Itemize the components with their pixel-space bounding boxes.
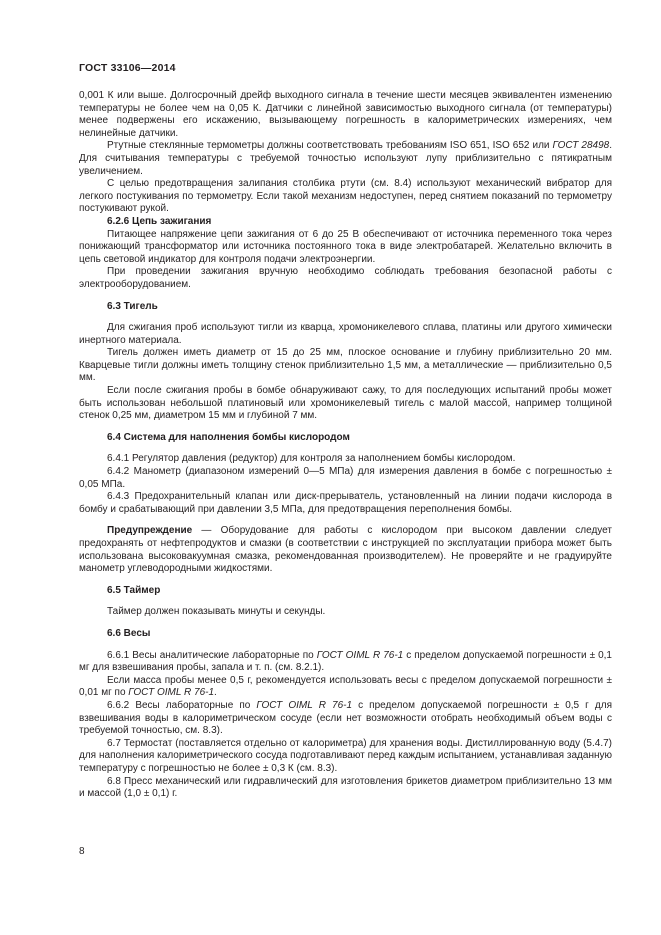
text: с пределом допускаемой погрешности ± 0,5 г для взвешивания воды в калориметрическом сосуде (если нет возможности отобрать необходимый объем воды с требуемой точностью, см. 8.3). xyxy=(79,699,612,737)
text: Ртутные стеклянные термометры должны соответствовать требованиям ISO 651, ISO 652 или xyxy=(107,140,553,152)
text: с пределом допускаемой погрешности ± 0,1 мг для взвешивания пробы, запала и т. п. (см. 8.2.1). xyxy=(79,649,612,674)
paragraph: 6.7 Термостат (поставляется отдельно от калориметра) для хранения воды. Дистиллированную воду (5.4.7) для наполнения калориметрического сосуда подготавливают перед каждым испытанием, устанавливая заданную температуру с погрешностью не более ± 0,3 К (см. 8.3). xyxy=(79,737,612,774)
section-heading-6-6: 6.6 Весы xyxy=(107,627,151,639)
standard-reference: ГОСТ OIML R 76-1 xyxy=(256,699,353,711)
paragraph: Питающее напряжение цепи зажигания от 6 до 25 В обеспечивают от источника переменного тока через понижающий трансформатор или источника постоянного тока в виде электробатарей. Желательно включить в цепь световой индикатор для контроля подачи электроэнергии. xyxy=(79,228,612,265)
warning-paragraph xyxy=(79,525,612,575)
paragraph: 0,001 К или выше. Долгосрочный дрейф выходного сигнала в течение шести месяцев эквивалентен изменению температуры не более чем на 0,05 К. Датчики с линейной зависимостью выходного сигнала (от температуры) менее подвержены его искажению, вызывающему погрешность в калориметрических измерениях, чем нелинейные датчики. xyxy=(79,90,612,139)
text: 6.6.1 Весы аналитические лабораторные по xyxy=(107,649,317,661)
standard-reference: ГОСТ OIML R 76-1 xyxy=(128,687,215,699)
text: . xyxy=(214,687,217,699)
paragraph: 6.4.1 Регулятор давления (редуктор) для контроля за наполнением бомбы кислородом. xyxy=(107,453,516,465)
text: . Для считывания температуры с требуемой точностью используют лупу приблизительно с пятикратным увеличением. xyxy=(79,140,612,177)
paragraph: 6.4.2 Манометр (диапазоном измерений 0—5 МПа) для измерения давления в бомбе с погрешностью ± 0,05 МПа. xyxy=(79,466,612,490)
paragraph xyxy=(79,140,612,178)
section-heading-6-2-6: 6.2.6 Цепь зажигания xyxy=(107,215,212,227)
paragraph: Таймер должен показывать минуты и секунды. xyxy=(107,606,326,618)
standard-reference: ГОСТ 28498 xyxy=(552,140,610,152)
document-header: ГОСТ 33106—2014 xyxy=(79,62,176,74)
section-heading-6-4: 6.4 Система для наполнения бомбы кислородом xyxy=(107,431,350,443)
standard-reference: ГОСТ OIML R 76-1 xyxy=(316,649,404,661)
paragraph xyxy=(79,650,612,675)
paragraph: 6.8 Пресс механический или гидравлический для изготовления брикетов диаметром приблизительно 13 мм и массой (1,0 ± 0,1) г. xyxy=(79,775,612,800)
document-body xyxy=(79,90,612,801)
text: Если масса пробы менее 0,5 г, рекомендуется использовать весы с пределом допускаемой погрешности ± 0,01 мг по xyxy=(79,674,612,699)
paragraph xyxy=(79,675,612,700)
paragraph: 6.4.3 Предохранительный клапан или диск-прерыватель, установленный на линии подачи кислорода в бомбу и срабатывающий при давлении 3,5 МПа, для предотвращения переполнения бомбы. xyxy=(79,491,612,515)
section-heading-6-3: 6.3 Тигель xyxy=(107,300,158,312)
paragraph: При проведении зажигания вручную необходимо соблюдать требования безопасной работы с электрооборудованием. xyxy=(79,266,612,290)
text: 6.6.2 Весы лабораторные по xyxy=(107,699,257,711)
paragraph: Если после сжигания пробы в бомбе обнаруживают сажу, то для последующих испытаний пробы может быть использован небольшой платиновый или хромоникелевый тигель с малой массой, например толщиной стенок 0,25 мм, диаметром 15 мм и глубиной 7 мм. xyxy=(79,385,612,422)
section-heading-6-5: 6.5 Таймер xyxy=(107,584,161,596)
paragraph: Тигель должен иметь диаметр от 15 до 25 мм, плоское основание и глубину приблизительно 20 мм. Кварцевые тигли должны иметь толщину стенок приблизительно 1,5 мм, а металлические — приблизительно 0,5 мм. xyxy=(79,347,612,384)
paragraph: Для сжигания проб используют тигли из кварца, хромоникелевого сплава, платины или другого химически инертного материала. xyxy=(79,322,612,346)
paragraph: С целью предотвращения залипания столбика ртути (см. 8.4) используют механический вибратор для легкого постукивания по термометру. Если такой механизм недоступен, перед снятием показаний по термометру постукивают рукой. xyxy=(79,178,612,215)
warning-label: Предупреждение xyxy=(107,525,193,537)
paragraph xyxy=(79,700,612,738)
text: — Оборудование для работы с кислородом при высоком давлении следует предохранять от нефтепродуктов и смазки (в соответствии с инструкцией по эксплуатации прибора может быть использована высоковакуумная смазка, рекомендованная производителем). Не проверяйте и не градуируйте манометр углеводородными жидкостями. xyxy=(79,525,612,575)
page-number: 8 xyxy=(79,846,85,857)
